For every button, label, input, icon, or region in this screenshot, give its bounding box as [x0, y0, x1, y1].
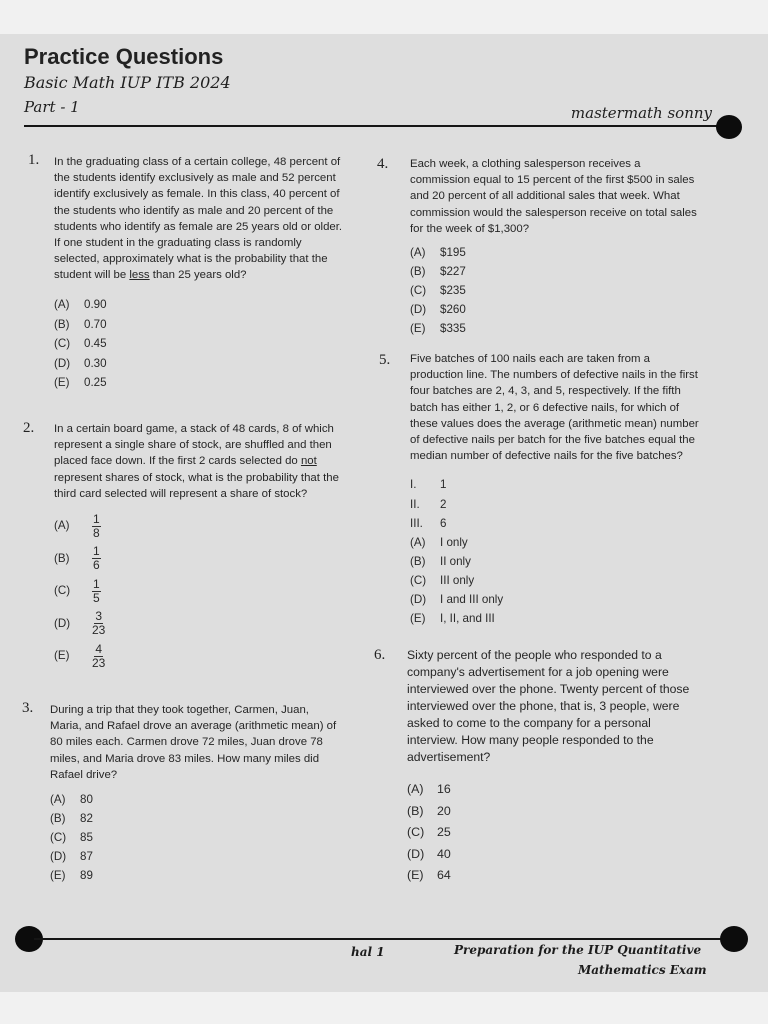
bottom-scan-margin	[0, 992, 768, 1024]
fraction: $\frac{1}{6}$	[93, 544, 100, 573]
option-e[interactable]: (E) $335	[410, 322, 466, 336]
statement-ii: II. 2	[410, 497, 447, 511]
option-d[interactable]: (D) $260	[410, 303, 466, 317]
option-e[interactable]: (E) I, II, and III	[410, 612, 495, 626]
fraction: $\frac{1}{8}$	[93, 511, 100, 540]
option-c[interactable]: (C) III only	[410, 574, 475, 588]
option-c[interactable]: (C) 85	[50, 831, 93, 845]
question-3-number: 3.	[22, 700, 34, 716]
option-b[interactable]: (B) $227	[410, 265, 466, 279]
option-b[interactable]: (B) $\frac{1}{6}$	[54, 544, 100, 573]
fraction: $\frac{4}{23}$	[92, 641, 106, 670]
footer-caption-line-2: Mathematics Exam	[578, 963, 707, 977]
question-1	[54, 154, 344, 393]
option-d[interactable]: (D) 87	[50, 850, 93, 864]
option-a[interactable]: (A) $\frac{1}{8}$	[54, 511, 100, 540]
question-2	[54, 421, 344, 673]
question-1-number: 1.	[28, 152, 40, 168]
option-e[interactable]: (E) 89	[50, 869, 93, 883]
option-d[interactable]: (D) I and III only	[410, 593, 504, 607]
question-2-options	[54, 510, 344, 673]
question-2-number: 2.	[23, 420, 35, 436]
fraction: $\frac{3}{23}$	[92, 609, 106, 638]
exam-subtitle: Basic Math IUP ITB 2024	[24, 73, 231, 92]
part-label: Part - 1	[24, 98, 80, 116]
question-5-number: 5.	[379, 352, 391, 368]
question-4-options	[410, 244, 700, 339]
author-signature: mastermath sonny	[570, 104, 712, 122]
option-b[interactable]: (B) II only	[410, 555, 471, 569]
option-b[interactable]: (B) 82	[50, 812, 93, 826]
question-5-statements	[410, 475, 700, 534]
option-d[interactable]: (D) 0.30	[54, 356, 107, 370]
option-a[interactable]: (A) 16	[407, 782, 451, 797]
question-1-text: In the graduating class of a certain college, 48 percent of the students identify exclusively as male and 52 percent identify exclusively as female. In this class, 40 percent of the students who identify as male and 20 percent of the students who identify as female are 25 years old or older. If one student in the graduating class is randomly selected, approximately what is the probability that the student will be less than 25 years old?	[54, 156, 343, 282]
question-6	[407, 647, 701, 887]
question-4-text: Each week, a clothing salesperson receives a commission equal to 15 percent of the first $500 in sales and 20 percent of all additional sales that week. What commission would the salesperson receive on total sales for the week of $1,300?	[410, 158, 697, 235]
option-d[interactable]: (D) 40	[407, 846, 451, 861]
question-3	[50, 702, 342, 886]
question-5-options	[410, 534, 700, 629]
option-a[interactable]: (A) 0.90	[54, 298, 107, 312]
option-c[interactable]: (C) 0.45	[54, 337, 107, 351]
question-4-number: 4.	[377, 156, 389, 172]
page-number: hal 1	[351, 945, 385, 959]
option-e[interactable]: (E) 0.25	[54, 376, 107, 390]
question-1-options	[54, 296, 344, 394]
option-a[interactable]: (A) I only	[410, 536, 468, 550]
option-b[interactable]: (B) 0.70	[54, 317, 107, 331]
option-d[interactable]: (D) $\frac{3}{23}$	[54, 609, 106, 638]
question-2-text: In a certain board game, a stack of 48 cards, 8 of which represent a single share of stock, are shuffled and then placed face down. If the first 2 cards selected do not represent shares of stock, what is the probability that the third card selected will represent a share of stock?	[54, 423, 339, 500]
question-6-number: 6.	[374, 647, 386, 663]
page-title: Practice Questions	[24, 44, 224, 69]
question-6-text: Sixty percent of the people who responded to a company's advertisement for a job opening were interviewed over the phone. Twenty percent of those interviewed over the phone, that is, 3 people, were asked to come to the company for a personal interview. How many people responded to the advertisement?	[407, 648, 690, 764]
fraction: $\frac{1}{5}$	[93, 576, 100, 605]
footer-rule	[34, 938, 736, 940]
option-e[interactable]: (E) 64	[407, 868, 451, 883]
footer-caption-line-1: Preparation for the IUP Quantitative	[454, 943, 702, 957]
statement-iii: III. 6	[410, 517, 447, 531]
question-5	[410, 351, 700, 629]
option-c[interactable]: (C) 25	[407, 825, 451, 840]
statement-i: I. 1	[410, 478, 447, 492]
footer-bullet-dot-right	[720, 926, 748, 952]
question-3-text: During a trip that they took together, Carmen, Juan, Maria, and Rafael drove an average (arithmetic mean) of 80 miles each. Carmen drove 72 miles, Juan drove 78 miles, and Maria drove 83 miles. How many miles did Rafael drive?	[50, 704, 337, 781]
option-c[interactable]: (C) $\frac{1}{5}$	[54, 576, 100, 605]
header-bullet-dot	[716, 115, 742, 139]
option-e[interactable]: (E) $\frac{4}{23}$	[54, 641, 106, 670]
question-6-options	[407, 779, 701, 887]
header-rule	[24, 125, 724, 127]
option-b[interactable]: (B) 20	[407, 803, 451, 818]
top-scan-margin	[0, 0, 768, 34]
question-5-text: Five batches of 100 nails each are taken from a production line. The numbers of defective nails in the first four batches are 2, 4, 3, and 5, respectively. If the fifth batch has either 1, 2, or 6 defective nails, for which of these values does the average (arithmetic mean) number of defective nails per batch for the five batches equal the median number of defective nails for the five batches?	[410, 353, 699, 463]
question-3-options	[50, 791, 342, 886]
question-4	[410, 156, 700, 339]
option-a[interactable]: (A) 80	[50, 793, 93, 807]
option-c[interactable]: (C) $235	[410, 284, 466, 298]
option-a[interactable]: (A) $195	[410, 246, 466, 260]
